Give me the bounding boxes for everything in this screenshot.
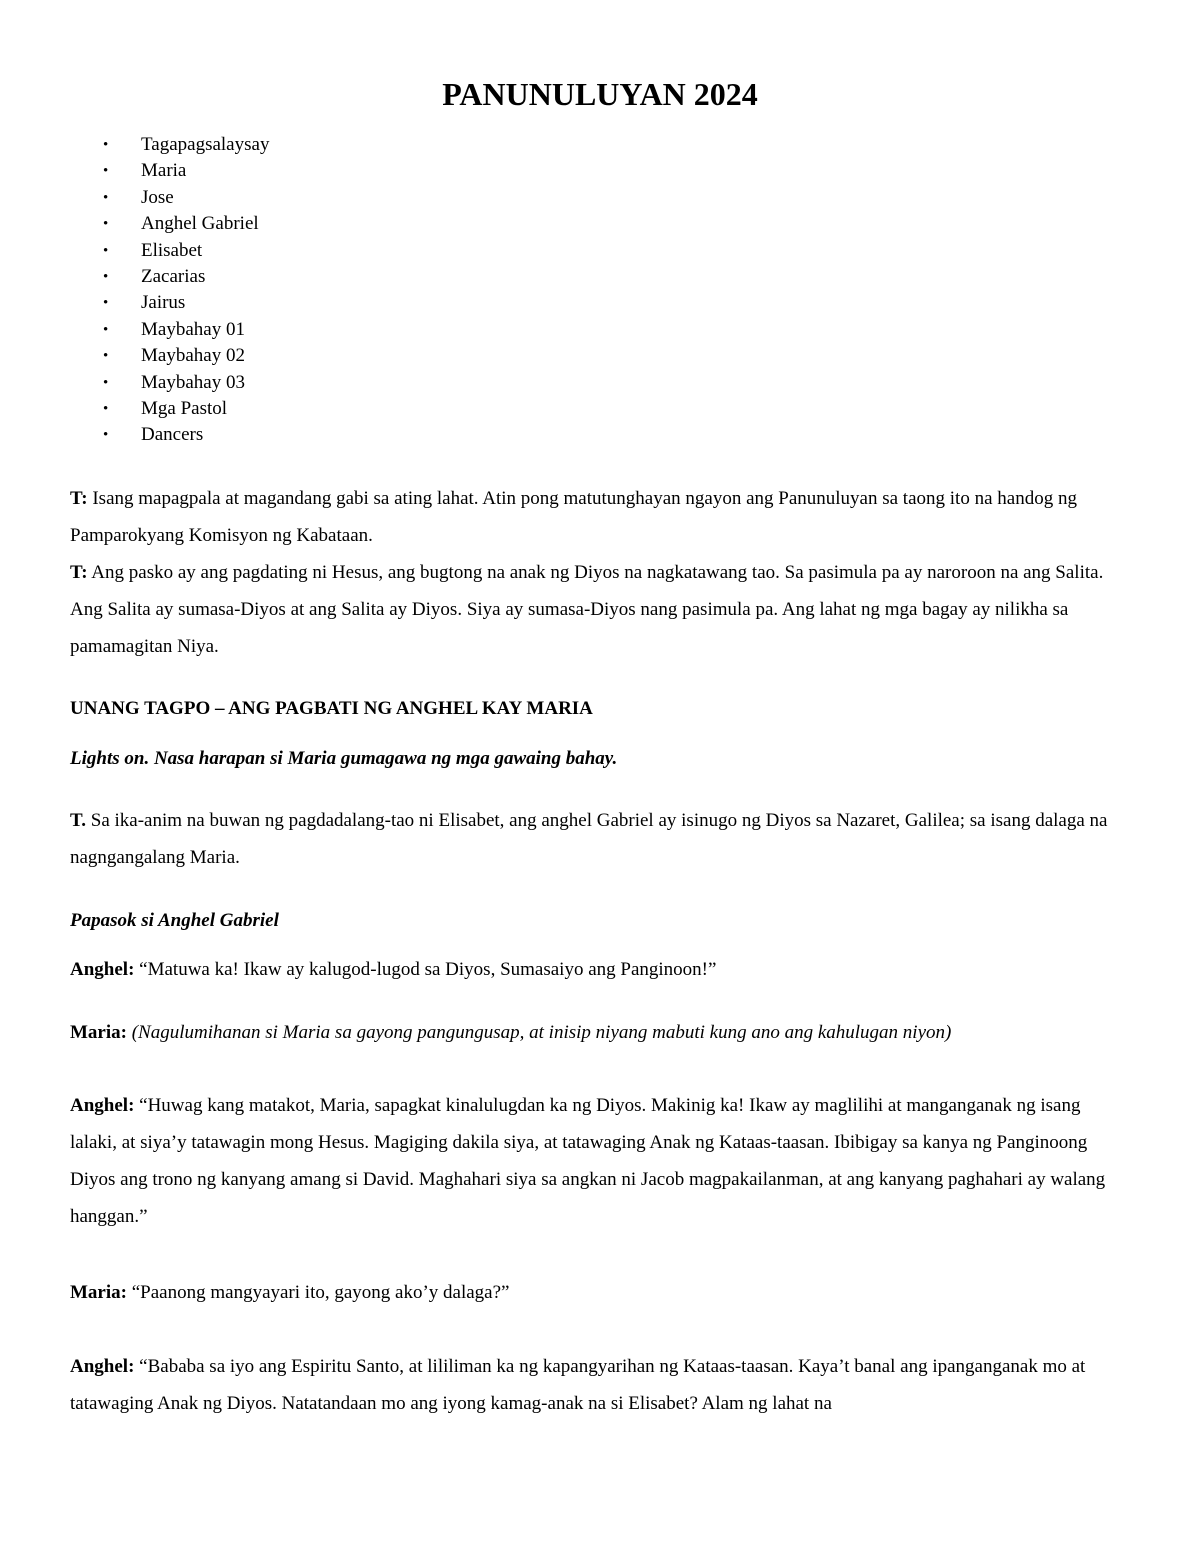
narration-paragraph — [70, 802, 1132, 876]
speaker-label: Maria: — [70, 1282, 127, 1303]
bullet-icon: • — [103, 137, 109, 153]
scene-heading: UNANG TAGPO – ANG PAGBATI NG ANGHEL KAY MARIA — [70, 698, 593, 719]
cast-name: Maybahay 03 — [141, 371, 245, 393]
intro-paragraph-1 — [70, 480, 1132, 554]
speaker-label: Anghel: — [70, 959, 135, 980]
bullet-icon: • — [103, 348, 109, 365]
stage-direction: Papasok si Anghel Gabriel — [70, 910, 279, 931]
cast-item — [103, 211, 269, 237]
intro-paragraph-2 — [70, 554, 1132, 665]
dialogue-text: “Bababa sa iyo ang Espiritu Santo, at lililiman ka ng kapangyarihan ng Kataas-taasan. Kaya’t banal ang ipanganganak mo at tatawaging Anak ng Diyos. Natatandaan mo ang iyong kamag-anak na si Elisabet? Alam ng lahat na — [70, 1356, 1086, 1414]
cast-name: Anghel Gabriel — [141, 213, 259, 235]
speaker-label: Maria: — [70, 1022, 127, 1043]
dialogue-text: “Matuwa ka! Ikaw ay kalugod-lugod sa Diyos, Sumasaiyo ang Panginoon!” — [134, 959, 717, 980]
bullet-icon: • — [103, 242, 109, 259]
bullet-icon: • — [103, 400, 109, 417]
cast-name: Jairus — [141, 292, 186, 314]
bullet-icon: • — [103, 374, 109, 391]
bullet-icon: • — [103, 321, 109, 338]
dialogue-line — [70, 951, 1132, 988]
cast-name: Elisabet — [141, 239, 203, 261]
bullet-icon: • — [103, 163, 109, 180]
speaker-label: T: — [70, 488, 88, 509]
speaker-label: Anghel: — [70, 1095, 135, 1116]
cast-item — [103, 396, 269, 422]
paragraph-text: Isang mapagpala at magandang gabi sa ating lahat. Atin pong matutunghayan ngayon ang Panunuluyan sa taong ito na handog ng Pamparokyang Komisyon ng Kabataan. — [70, 488, 1077, 546]
cast-item — [103, 290, 269, 316]
dialogue-line — [70, 1014, 1132, 1051]
stage-direction: Lights on. Nasa harapan si Maria gumagawa ng mga gawaing bahay. — [70, 748, 618, 769]
cast-name: Maria — [141, 160, 187, 182]
cast-list — [103, 132, 269, 449]
bullet-icon: • — [103, 216, 109, 233]
cast-item — [103, 158, 269, 184]
dialogue-line — [70, 1274, 1132, 1311]
cast-name: Jose — [141, 186, 174, 208]
dialogue-line — [70, 1348, 1132, 1422]
dialogue-text: “Huwag kang matakot, Maria, sapagkat kinalulugdan ka ng Diyos. Makinig ka! Ikaw ay maglilihi at manganganak ng isang lalaki, at siya’y tatawagin mong Hesus. Magiging dakila siya, at tatawaging Anak ng Kataas-taasan. Ibibigay sa kanya ng Panginoong Diyos ang trono ng kanyang amang si David. Maghahari siya sa angkan ni Jacob magpakailanman, at ang kanyang paghahari ay walang hanggan.” — [70, 1095, 1106, 1227]
cast-item — [103, 370, 269, 396]
speaker-label: Anghel: — [70, 1356, 135, 1377]
cast-name: Dancers — [141, 424, 204, 446]
speaker-label: T. — [70, 810, 87, 831]
cast-item — [103, 317, 269, 343]
dialogue-line — [70, 1087, 1132, 1235]
bullet-icon: • — [103, 189, 109, 206]
cast-name: Mga Pastol — [141, 397, 228, 419]
cast-name: Zacarias — [141, 265, 206, 287]
dialogue-text: (Nagulumihanan si Maria sa gayong pangungusap, at inisip niyang mabuti kung ano ang kahulugan niyon) — [126, 1022, 952, 1043]
cast-item — [103, 132, 269, 158]
paragraph-text: Ang pasko ay ang pagdating ni Hesus, ang bugtong na anak ng Diyos na nagkatawang tao. Sa pasimula pa ay naroroon na ang Salita. Ang Salita ay sumasa-Diyos at ang Salita ay Diyos. Siya ay sumasa-Diyos nang pasimula pa. Ang lahat ng mga bagay ay nilikha sa pamamagitan Niya. — [70, 562, 1104, 657]
cast-name: Maybahay 02 — [141, 345, 245, 367]
cast-item — [103, 185, 269, 211]
cast-name: Tagapagsalaysay — [141, 134, 270, 155]
cast-item — [103, 238, 269, 264]
speaker-label: T: — [70, 562, 88, 583]
bullet-icon: • — [103, 268, 109, 285]
cast-item — [103, 422, 269, 448]
paragraph-text: Sa ika-anim na buwan ng pagdadalang-tao ni Elisabet, ang anghel Gabriel ay isinugo ng Diyos sa Nazaret, Galilea; sa isang dalaga na nagngangalang Maria. — [70, 810, 1108, 868]
dialogue-text: “Paanong mangyayari ito, gayong ako’y dalaga?” — [126, 1282, 510, 1303]
cast-name: Maybahay 01 — [141, 318, 245, 340]
bullet-icon: • — [103, 295, 109, 312]
cast-item — [103, 343, 269, 369]
cast-item — [103, 264, 269, 290]
bullet-icon: • — [103, 427, 109, 444]
document-title: PANUNULUYAN 2024 — [442, 76, 758, 112]
